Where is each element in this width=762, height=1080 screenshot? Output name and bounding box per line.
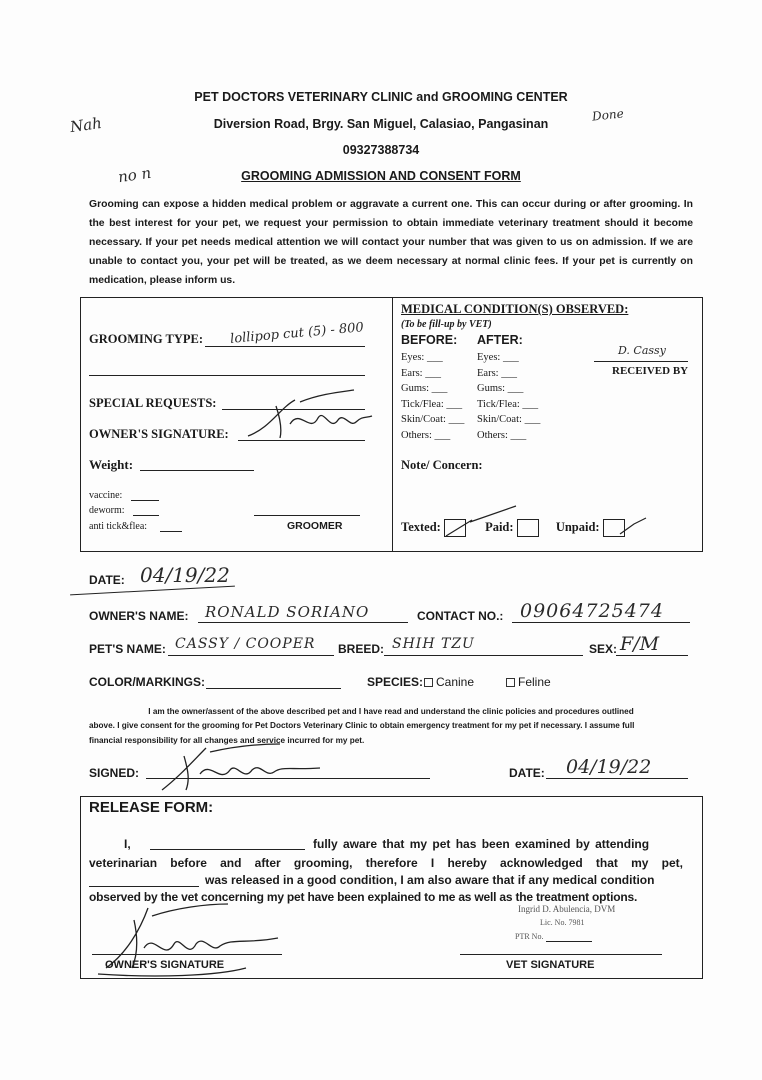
signed-date-line (546, 778, 688, 779)
after-item: Skin/Coat: ___ (477, 414, 541, 425)
clinic-name: PET DOCTORS VETERINARY CLINIC and GROOMING CENTER (194, 90, 568, 104)
canine-label: Canine (436, 675, 475, 689)
box-divider (392, 297, 393, 551)
payment-check-marks (440, 500, 680, 540)
contact-label: CONTACT NO.: (417, 609, 504, 623)
sex-line (616, 655, 688, 656)
owner-signature-scribble (240, 388, 380, 448)
breed-label: BREED: (338, 642, 385, 656)
signed-signature-scribble (150, 740, 330, 796)
unpaid-label: Unpaid: (555, 519, 600, 534)
groomer-label: GROOMER (287, 520, 343, 532)
before-item: Tick/Flea: ___ (401, 398, 463, 410)
grooming-type-line (205, 346, 365, 347)
signed-label: SIGNED: (89, 766, 140, 780)
before-label: BEFORE: (401, 333, 458, 347)
groomer-line (254, 515, 360, 516)
form-title: GROOMING ADMISSION AND CONSENT FORM (241, 169, 521, 183)
anti-tick-line (160, 531, 182, 532)
grooming-type-label: GROOMING TYPE: (89, 332, 204, 346)
before-item: Others: ___ (401, 429, 451, 441)
margin-note-left-second: no n (116, 163, 153, 187)
special-requests-label: SPECIAL REQUESTS: (89, 396, 217, 410)
contact-line (512, 622, 690, 623)
release-owner-name-line (150, 849, 305, 850)
after-list (477, 350, 540, 443)
date-label: DATE: (89, 573, 125, 587)
owner-name-line (198, 622, 408, 623)
release-owner-signature-label: OWNER'S SIGNATURE (105, 959, 225, 971)
weight-label: Weight: (89, 457, 134, 472)
signed-date-label: DATE: (509, 766, 545, 780)
before-list (401, 350, 464, 443)
deworm-line (133, 515, 159, 516)
contact-value[interactable]: 09064725474 (520, 600, 664, 622)
clinic-phone: 09327388734 (342, 143, 420, 157)
vaccine-line (131, 500, 159, 501)
canine-checkbox[interactable] (424, 678, 433, 687)
before-item: Eyes: ___ (401, 352, 443, 363)
date-value[interactable]: 04/19/22 (140, 563, 230, 587)
clinic-address: Diversion Road, Brgy. San Miguel, Calasiao, Pangasinan (213, 117, 549, 131)
pet-name-line (168, 655, 334, 656)
intro-paragraph: Grooming can expose a hidden medical problem or aggravate a current one. This can occur during or after grooming. In the best interest for your pet, we request your permission to obtain immediate veterinary treatment should it become necessary. If your pet needs medical attention we will contact your number that was given to us on admission. If we are unable to contact you, your pet will be treated, as we deem necessary at normal clinic fees. If your pet is currently on medication, please inform us. (89, 199, 693, 286)
sex-label: SEX: (589, 642, 618, 656)
consent-text-line-1: I am the owner/assent of the above described pet and I have read and understand the clinic policies and procedures outlined (148, 707, 634, 716)
consent-text-line-2: above. I give consent for the grooming for Pet Doctors Veterinary Clinic to obtain emergency treatment for my pet if necessary. I assume full (89, 721, 635, 730)
pet-name-label: PET'S NAME: (89, 642, 166, 656)
received-by-line (594, 361, 688, 362)
owner-name-value[interactable]: RONALD SORIANO (205, 603, 370, 621)
texted-label: Texted: (401, 519, 441, 534)
canine-option[interactable] (424, 675, 474, 689)
received-by-value[interactable]: D. Cassy (618, 344, 666, 357)
margin-note-right-top: Done (591, 106, 625, 124)
release-owner-signature-line (92, 954, 282, 955)
weight-line (140, 470, 254, 471)
release-line1-post: fully aware that my pet has been examined by attending (313, 837, 650, 851)
medical-condition-title: MEDICAL CONDITION(S) OBSERVED: (401, 302, 629, 316)
before-item: Gums: ___ (401, 383, 448, 394)
medical-condition-subtitle: (To be fill-up by VET) (401, 319, 492, 330)
release-line3-post: was released in a good condition, I am also aware that if any medical condition (205, 873, 655, 887)
note-concern-label: Note/ Concern: (401, 458, 483, 472)
feline-checkbox[interactable] (506, 678, 515, 687)
release-line4: observed by the vet concerning my pet have been explained to me as well as the treatment options. (89, 890, 638, 904)
vet-signature-label: VET SIGNATURE (506, 959, 595, 971)
owner-signature-label: OWNER'S SIGNATURE: (89, 427, 229, 441)
after-item: Eyes: ___ (477, 352, 519, 363)
vet-signature-line (460, 954, 662, 955)
grooming-type-line-2 (89, 375, 365, 376)
date-line (70, 586, 235, 596)
before-item: Skin/Coat: ___ (401, 414, 465, 425)
owner-name-label: OWNER'S NAME: (89, 609, 189, 623)
after-item: Gums: ___ (477, 383, 524, 394)
paid-label: Paid: (485, 519, 514, 534)
release-line2: veterinarian before and after grooming, therefore I hereby acknowledged that my pet, (89, 856, 683, 870)
species-label: SPECIES: (367, 675, 424, 689)
vet-stamp-ptr-line (546, 941, 592, 942)
after-item: Others: ___ (477, 429, 527, 441)
sex-value[interactable]: F/M (620, 633, 660, 655)
release-form-title: RELEASE FORM: (89, 799, 214, 816)
anti-tick-label: anti tick&flea: (89, 521, 148, 532)
after-label: AFTER: (477, 333, 523, 347)
feline-label: Feline (518, 675, 551, 689)
feline-option[interactable] (506, 675, 551, 689)
before-item: Ears: ___ (401, 367, 441, 379)
vet-stamp-name: Ingrid D. Abulencia, DVM (518, 904, 616, 914)
release-pet-name-line (89, 886, 199, 887)
breed-line (384, 655, 583, 656)
breed-value[interactable]: SHIH TZU (392, 636, 475, 652)
signed-date-value[interactable]: 04/19/22 (566, 756, 652, 778)
grooming-type-value[interactable]: lollipop cut (5) - 800 (229, 320, 365, 347)
color-markings-label: COLOR/MARKINGS: (89, 675, 205, 689)
after-item: Tick/Flea: ___ (477, 398, 539, 410)
release-line1-pre: I, (124, 837, 131, 851)
after-item: Ears: ___ (477, 367, 517, 379)
vet-stamp-ptr: PTR No. (515, 932, 544, 941)
deworm-label: deworm: (89, 505, 125, 516)
color-markings-line (206, 688, 341, 689)
vaccine-label: vaccine: (89, 490, 123, 501)
margin-note-left-top: Nah (68, 113, 103, 137)
pet-name-value[interactable]: CASSY / COOPER (175, 636, 316, 652)
received-by-label: RECEIVED BY (612, 365, 689, 377)
consent-text-line-3: financial responsibility for all changes and service incurred for my pet. (89, 736, 365, 745)
vet-stamp-lic: Lic. No. 7981 (540, 918, 585, 927)
